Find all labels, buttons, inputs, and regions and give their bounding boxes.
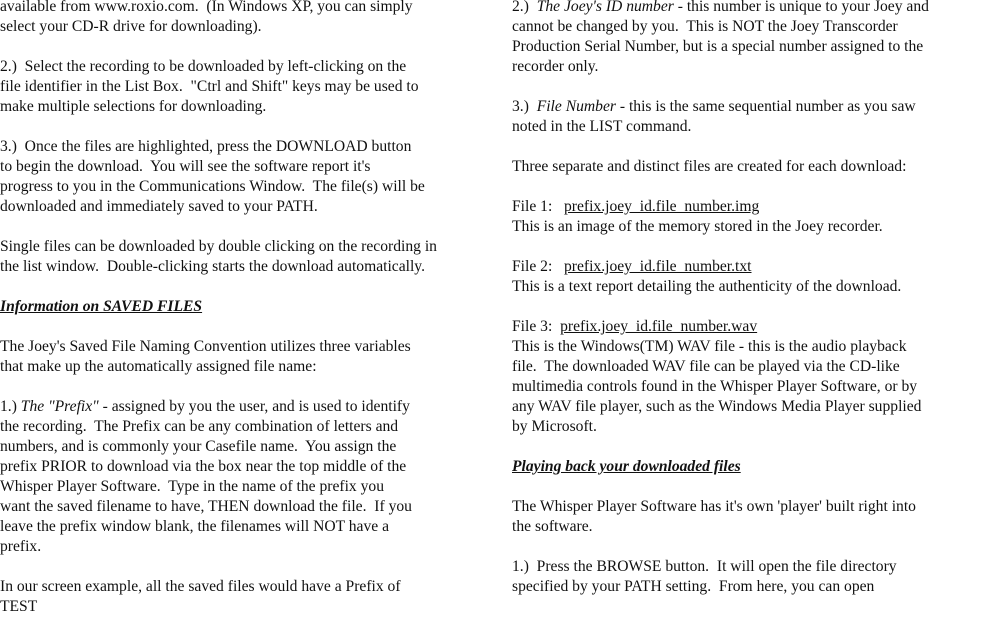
step2-line-2: file identifier in the List Box. "Ctrl and Shift" keys may be used to	[0, 78, 419, 95]
id-number-line-4: recorder only.	[512, 58, 599, 75]
convention-line-2: that make up the automatically assigned file name:	[0, 358, 317, 375]
id-number-line-1	[512, 0, 929, 17]
example-line-1: In our screen example, all the saved files would have a Prefix of	[0, 578, 401, 595]
single-line-2: the list window. Double-clicking starts the download automatically.	[0, 258, 425, 275]
prefix-line-7: leave the prefix window blank, the filenames will NOT have a	[0, 518, 389, 535]
prefix-line-4: prefix PRIOR to download via the box near the top middle of the	[0, 458, 407, 475]
file3-desc-line-4: any WAV file player, such as the Windows Media Player supplied	[512, 398, 922, 415]
prefix-line-3: numbers, and is commonly your Casefile name. You assign the	[0, 438, 397, 455]
step3-line-4: downloaded and immediately saved to your PATH.	[0, 198, 318, 215]
three-files-line: Three separate and distinct files are created for each download:	[512, 158, 907, 175]
file3-desc-line-2: file. The downloaded WAV file can be played via the CD-like	[512, 358, 900, 375]
prefix-line-8: prefix.	[0, 538, 42, 555]
prefix-line-5: Whisper Player Software. Type in the name of the prefix you	[0, 478, 385, 495]
prefix-line-6: want the saved filename to have, THEN download the file. If you	[0, 498, 412, 515]
step2-line-1: 2.) Select the recording to be downloaded by left-clicking on the	[0, 58, 407, 75]
id-number-line-3: Production Serial Number, but is a special number assigned to the	[512, 38, 924, 55]
file-number-num: 3.)	[512, 98, 537, 115]
file3-label: File 3:	[512, 318, 561, 335]
id-number-line-2: cannot be changed by you. This is NOT the Joey Transcorder	[512, 18, 898, 35]
player-line-2: the software.	[512, 518, 593, 535]
convention-line-1: The Joey's Saved File Naming Convention utilizes three variables	[0, 338, 411, 355]
file-number-desc: - this is the same sequential number as you saw	[615, 98, 916, 115]
file1-name: prefix.joey_id.file_number.img	[563, 198, 760, 215]
step3-line-2: to begin the download. You will see the software report it's	[0, 158, 371, 175]
id-number-desc: - this number is unique to your Joey and	[673, 0, 929, 15]
id-number-term: The Joey's ID number	[536, 0, 674, 15]
file-number-line-1	[512, 97, 916, 117]
file2-name: prefix.joey_id.file_number.txt	[563, 258, 752, 275]
browse-line-1: 1.) Press the BROWSE button. It will open the file directory	[512, 558, 897, 575]
file1-line	[512, 197, 759, 217]
file3-desc-line-1: This is the Windows(TM) WAV file - this is the audio playback	[512, 338, 907, 355]
prefix-number: 1.)	[0, 398, 21, 415]
file-number-term: File Number	[536, 98, 616, 115]
browse-line-2: specified by your PATH setting. From here, you can open	[512, 578, 875, 595]
file2-label: File 2:	[512, 258, 564, 275]
intro-line-2: select your CD-R drive for downloading).	[0, 18, 262, 35]
step3-line-3: progress to you in the Communications Window. The file(s) will be	[0, 178, 425, 195]
single-line-1: Single files can be downloaded by double clicking on the recording in	[0, 238, 437, 255]
step2-line-3: make multiple selections for downloading.	[0, 98, 267, 115]
file3-desc-line-3: multimedia controls found in the Whisper Player Software, or by	[512, 378, 918, 395]
intro-line-1: available from www.roxio.com. (In Windows XP, you can simply	[0, 0, 413, 15]
file2-line	[512, 257, 752, 277]
prefix-line-1	[0, 397, 410, 417]
player-line-1: The Whisper Player Software has it's own 'player' built right into	[512, 498, 916, 515]
id-number-num: 2.)	[512, 0, 537, 15]
file1-label: File 1:	[512, 198, 564, 215]
step3-line-1: 3.) Once the files are highlighted, press the DOWNLOAD button	[0, 138, 412, 155]
file-number-line-2: noted in the LIST command.	[512, 118, 692, 135]
prefix-term: The "Prefix"	[20, 398, 99, 415]
playback-heading: Playing back your downloaded files	[512, 458, 741, 475]
prefix-desc: - assigned by you the user, and is used to identify	[98, 398, 410, 415]
file3-desc-line-5: by Microsoft.	[512, 418, 597, 435]
saved-files-heading: Information on SAVED FILES	[0, 298, 203, 315]
file2-desc: This is a text report detailing the authenticity of the download.	[512, 278, 902, 295]
prefix-line-2: the recording. The Prefix can be any combination of letters and	[0, 418, 399, 435]
file1-desc: This is an image of the memory stored in the Joey recorder.	[512, 218, 883, 235]
file3-name: prefix.joey_id.file_number.wav	[560, 318, 758, 335]
example-line-2: TEST	[0, 598, 38, 615]
file3-line	[512, 317, 757, 337]
